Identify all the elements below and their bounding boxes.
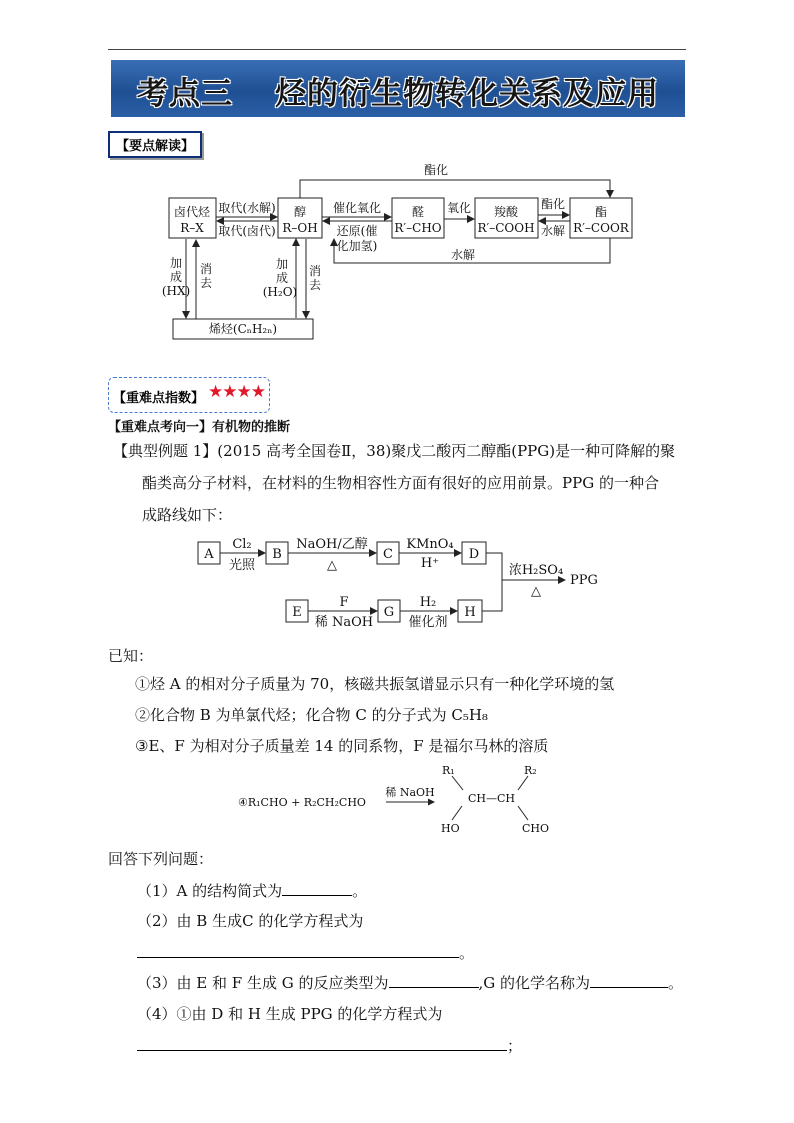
question-3-text-a: （3）由 E 和 F 生成 G 的反应类型为: [137, 974, 389, 992]
ab-reagent: Cl₂: [232, 537, 252, 552]
difficulty-tag: [108, 377, 270, 413]
question-4: （4）①由 D 和 H 生成 PPG 的化学方程式为: [137, 1005, 443, 1023]
aldol-hydroxyl: HO: [441, 822, 460, 835]
question-4-end: ；: [507, 1037, 523, 1055]
question-2-answer: [137, 942, 474, 963]
label-elimination-2b: 去: [308, 278, 322, 292]
answer-blank-3b[interactable]: [590, 973, 668, 988]
label-E: E: [292, 605, 302, 620]
aldol-backbone: CH—CH: [468, 792, 516, 805]
label-D: D: [468, 547, 480, 562]
difficulty-label: 【重难点指数】: [113, 391, 205, 406]
haloalkane-formula: R–X: [180, 221, 204, 235]
question-2: （2）由 B 生成C 的化学方程式为: [137, 912, 364, 930]
question-3-end: 。: [668, 974, 684, 992]
question-1-end: 。: [352, 882, 368, 900]
answer-blank-1[interactable]: [282, 881, 352, 896]
cd-reagent: KMnO₄: [406, 537, 454, 552]
gh-condition: 催化剂: [408, 615, 448, 630]
final-reagent: 浓H₂SO₄: [508, 563, 564, 578]
section-title: 【重难点考向一】有机物的推断: [108, 420, 291, 435]
label-catalytic-oxidation: 催化氧化: [332, 201, 382, 215]
label-substitution-halogenation: 取代(卤代): [218, 224, 276, 238]
aldehyde-name: 醛: [411, 205, 425, 219]
difficulty-stars: ★★★★: [208, 382, 265, 402]
question-2-end: 。: [459, 944, 475, 962]
bc-condition: △: [327, 558, 337, 573]
question-1: [137, 880, 367, 901]
key-points-tag: 【要点解读】: [108, 131, 202, 158]
banner-topic-number: 考点三: [137, 76, 233, 112]
cd-condition: H⁺: [420, 556, 440, 571]
gh-reagent: H₂: [419, 595, 437, 610]
example-line-3: 成路线如下：: [142, 506, 233, 524]
question-1-text: （1）A 的结构简式为: [137, 882, 283, 900]
known-item-2: ②化合物 B 为单氯代烃；化合物 C 的分子式为 C₅H₈: [135, 706, 488, 724]
aldol-condition: 稀 NaOH: [385, 786, 435, 799]
example-line-1: 【典型例题 1】(2015 高考全国卷Ⅱ，38)聚戊二酸丙二醇酯(PPG)是一种可降解的聚: [113, 442, 676, 460]
banner-topic-title: 烃的衍生物转化关系及应用: [275, 76, 659, 112]
eg-condition: 稀 NaOH: [314, 615, 374, 630]
label-reduction-1: 还原(催: [336, 224, 378, 238]
aldol-aldehyde: CHO: [522, 822, 550, 835]
header-rule: [108, 49, 686, 50]
haloalkane-name: 卤代烃: [173, 205, 211, 219]
label-hydrolysis: 水解: [540, 224, 566, 238]
label-elimination-1b: 去: [199, 276, 213, 290]
label-addition-hx-3: (HX): [161, 284, 191, 298]
label-elimination-1a: 消: [199, 262, 213, 276]
label-addition-h2o-3: (H₂O): [262, 285, 298, 299]
known-item-1: ①烃 A 的相对分子质量为 70，核磁共振氢谱显示只有一种化学环境的氢: [135, 675, 615, 693]
label-G: G: [383, 605, 395, 620]
label-C: C: [383, 547, 393, 562]
synthesis-route: [190, 530, 610, 635]
answer-blank-2[interactable]: [137, 943, 459, 958]
aldol-r2: R₂: [524, 764, 537, 777]
aldol-reaction: [238, 762, 568, 840]
label-esterification-top: 酯化: [423, 163, 449, 177]
label-oxidation: 氧化: [446, 201, 472, 215]
known-item-3: ③E、F 为相对分子质量差 14 的同系物，F 是福尔马林的溶质: [135, 737, 549, 755]
alkene-label: 烯烃(CₙH₂ₙ): [208, 322, 278, 336]
label-addition-hx-1: 加: [169, 256, 183, 270]
alcohol-formula: R–OH: [282, 221, 318, 235]
topic-banner: [111, 60, 685, 117]
answer-blank-4[interactable]: [137, 1036, 507, 1051]
final-condition: △: [531, 584, 541, 599]
ester-formula: R′–COOR: [573, 221, 629, 235]
acid-name: 羧酸: [493, 205, 519, 219]
questions-title: 回答下列问题：: [108, 850, 214, 868]
known-title: 已知：: [108, 647, 154, 665]
label-hydrolysis-bottom: 水解: [450, 248, 476, 262]
ester-name: 酯: [594, 205, 608, 219]
label-reduction-2: 化加氢): [336, 239, 378, 253]
conversion-diagram: [150, 155, 650, 345]
question-4-answer: [137, 1035, 522, 1056]
question-3-text-b: ,G 的化学名称为: [478, 974, 591, 992]
aldehyde-formula: R′–CHO: [394, 221, 442, 235]
aldol-r1: R₁: [442, 764, 455, 777]
label-B: B: [272, 547, 282, 562]
alcohol-name: 醇: [293, 205, 307, 219]
label-elimination-2a: 消: [308, 264, 322, 278]
label-addition-h2o-1: 加: [275, 257, 289, 271]
question-3: [137, 972, 683, 993]
label-addition-h2o-2: 成: [275, 271, 289, 285]
answer-blank-3a[interactable]: [389, 973, 479, 988]
aldol-reactants: ④R₁CHO + R₂CH₂CHO: [238, 796, 366, 809]
label-A: A: [204, 547, 214, 562]
acid-formula: R′–COOH: [477, 221, 535, 235]
label-substitution-hydrolysis: 取代(水解): [218, 201, 276, 215]
label-addition-hx-2: 成: [169, 270, 183, 284]
label-esterification: 酯化: [540, 197, 566, 211]
eg-reagent: F: [339, 595, 349, 610]
ab-condition: 光照: [228, 558, 256, 573]
example-line-2: 酯类高分子材料，在材料的生物相容性方面有很好的应用前景。PPG 的一种合: [142, 474, 659, 492]
label-H: H: [464, 605, 476, 620]
bc-reagent: NaOH/乙醇: [296, 537, 368, 552]
product-label: PPG: [570, 573, 598, 588]
